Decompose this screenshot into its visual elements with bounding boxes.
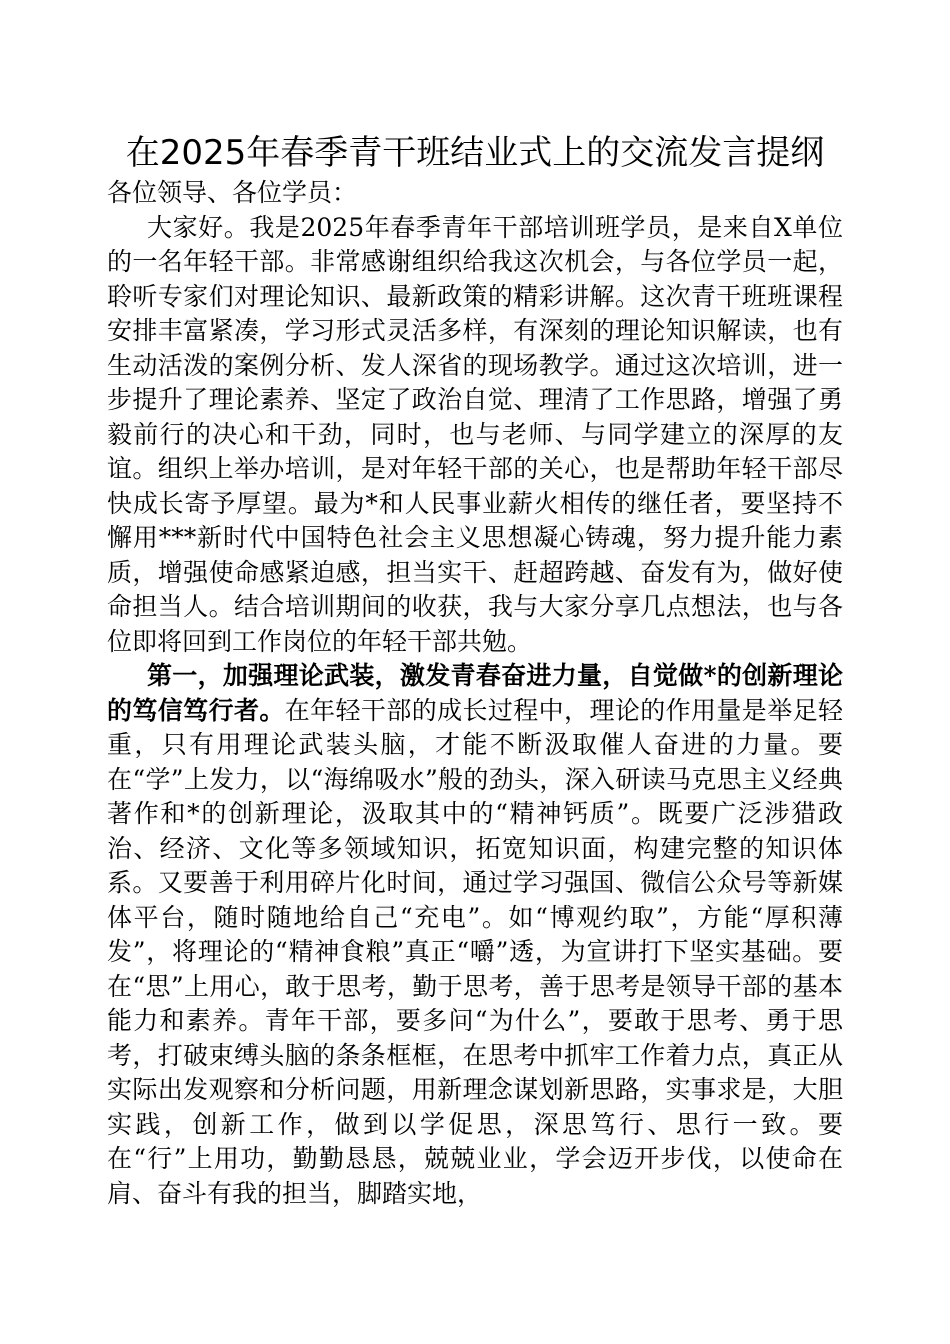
paragraph-first-point: [107, 659, 843, 1211]
document-title: 在2025年春季青干班结业式上的交流发言提纲: [125, 133, 825, 173]
paragraph-intro: 大家好。我是2025年春季青年干部培训班学员，是来自X单位的一名年轻干部。非常感谢组织给我这次机会，与各位学员一起，聆听专家们对理论知识、最新政策的精彩讲解。这次青干班班课程安排丰富紧凑，学习形式灵活多样，有深刻的理论知识解读，也有生动活泼的案例分析、发人深省的现场教学。通过这次培训，进一步提升了理论素养、坚定了政治自觉、理清了工作思路，增强了勇毅前行的决心和干劲，同时，也与老师、与同学建立的深厚的友谊。组织上举办培训，是对年轻干部的关心，也是帮助年轻干部尽快成长寄予厚望。最为*和人民事业薪火相传的继任者，要坚持不懈用***新时代中国特色社会主义思想凝心铸魂，努力提升能力素质，增强使命感紧迫感，担当实干、赶超跨越、奋发有为，做好使命担当人。结合培训期间的收获，我与大家分享几点想法，也与各位即将回到工作岗位的年轻干部共勉。: [107, 212, 843, 656]
document-body: [107, 176, 843, 1211]
paragraph-heading: 第一，加强理论武装，激发青春奋进力量，自觉做*的创新理论的笃信笃行者。: [107, 661, 843, 725]
salutation: 各位领导、各位学员：: [107, 178, 358, 207]
paragraph-body: 在年轻干部的成长过程中，理论的作用量是举足轻重，只有用理论武装头脑，才能不断汲取催人奋进的力量。要在“学”上发力，以“海绵吸水”般的劲头，深入研读马克思主义经典著作和*的创新理论，汲取其中的“精神钙质”。既要广泛涉猎政治、经济、文化等多领域知识，拓宽知识面，构建完整的知识体系。又要善于利用碎片化时间，通过学习强国、微信公众号等新媒体平台，随时随地给自己“充电”。如“博观约取”，方能“厚积薄发”，将理论的“精神食粮”真正“嚼”透，为宣讲打下坚实基础。要在“思”上用心，敢于思考，勤于思考，善于思考是领导干部的基本能力和素养。青年干部，要多问“为什么”，要敢于思考、勇于思考，打破束缚头脑的条条框框，在思考中抓牢工作着力点，真正从实际出发观察和分析问题，用新理念谋划新思路，实事求是，大胆实践，创新工作，做到以学促思，深思笃行、思行一致。要在“行”上用功，勤勤恳恳，兢兢业业，学会迈开步伐，以使命在肩、奋斗有我的担当，脚踏实地，: [107, 695, 843, 1208]
